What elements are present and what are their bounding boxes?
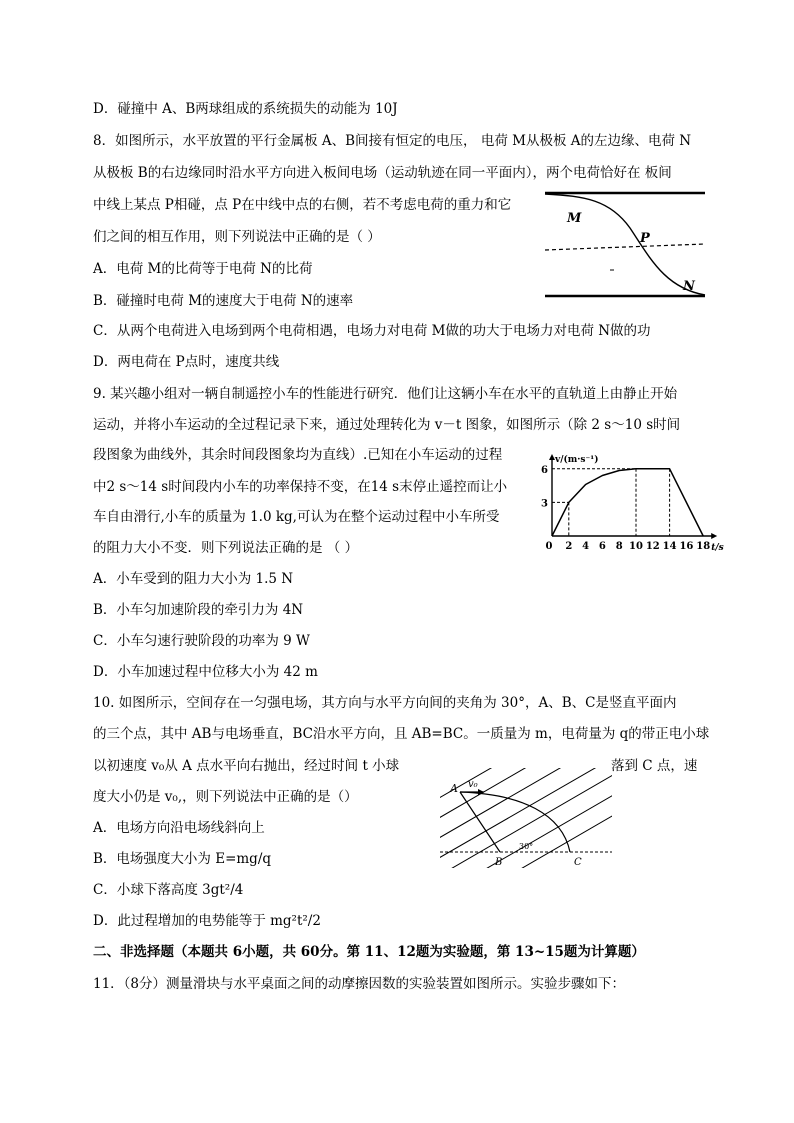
q9-option-d: D．小车加速过程中位移大小为 42 m: [93, 664, 318, 680]
q11-stem: 11．（8分）测量滑块与水平桌面之间的动摩擦因数的实验装置如图所示。实验步骤如下：: [93, 976, 626, 992]
q9-option-c: C．小车匀速行驶阶段的功率为 9 W: [93, 633, 310, 649]
x-tick-label: 2: [565, 541, 573, 552]
q9-stem-5: 车自由滑行,小车的质量为 1.0 kg,可认为在整个运动过程中小车所受: [93, 509, 500, 525]
q9-option-a: A．小车受到的阻力大小为 1.5 N: [93, 571, 294, 587]
x-tick-label: 4: [582, 541, 590, 552]
field-lines: [432, 764, 622, 872]
q9-stem-6: 的阻力大小不变．则下列说法正确的是 （ ）: [93, 540, 359, 556]
q7-option-d: D．碰撞中 A、B两球组成的系统损失的动能为 10J: [93, 101, 398, 117]
center-line: [545, 244, 705, 250]
x-tick-label: 18: [696, 541, 711, 552]
x-axis-arrow: [711, 533, 717, 539]
q9-stem-3: 段图象为曲线外，其余时间段图象均为直线）.已知在小车运动的过程: [93, 447, 503, 463]
section-heading: 二、非选择题（本题共 6小题，共 60分。第 11、12题为实验题，第 13~15题为计算题）: [93, 944, 645, 960]
q9-option-b: B．小车匀加速阶段的牵引力为 4N: [93, 602, 304, 618]
label-p: P: [640, 231, 650, 246]
q10-option-d: D．此过程增加的电势能等于 mg²t²/2: [93, 913, 321, 929]
q8-stem-3: 中线上某点 P相碰，点 P在中线中点的右侧，若不考虑电荷的重力和它: [93, 197, 512, 213]
x-tick-label: 8: [615, 541, 623, 552]
x-tick-label: 12: [645, 541, 660, 552]
label-a: A: [450, 782, 458, 795]
q10-option-b: B．电场强度大小为 E=mg/q: [93, 851, 272, 867]
q10-option-a: A．电场方向沿电场线斜向上: [93, 820, 265, 836]
q9-vt-chart: [535, 450, 760, 555]
q10-figure: [432, 764, 622, 872]
q10-stem-1: 10. 如图所示，空间存在一匀强电场，其方向与水平方向间的夹角为 30°，A、B、C是竖直平面内: [93, 695, 677, 711]
q8-option-a: A．电荷 M的比荷等于电荷 N的比荷: [93, 261, 313, 277]
field-line-1: [432, 764, 498, 802]
q8-figure: [540, 188, 710, 303]
q8-stem-4: 们之间的相互作用，则下列说法中正确的是（ ）: [93, 229, 381, 245]
label-b: B: [495, 857, 503, 868]
x-tick-label: 14: [662, 541, 677, 552]
chart-layer: [541, 454, 724, 553]
field-line-3: [432, 764, 567, 842]
q10-stem-2: 的三个点，其中 AB与电场垂直，BC沿水平方向，且 AB=BC。一质量为 m，电荷量为 q的带正电小球: [93, 726, 710, 742]
q9-stem-4: 中2 s～14 s时间段内小车的功率保持不变，在14 s末停止遥控而让小: [93, 479, 508, 495]
q10-stem-3b: 落到 C 点，速: [611, 758, 698, 774]
series-line: [552, 469, 703, 536]
y-axis-label: v/(m·s⁻¹): [555, 455, 599, 465]
origin-label: 0: [545, 541, 553, 552]
x-axis-label: t/s: [711, 543, 724, 553]
q8-stem-1: 8．如图所示，水平放置的平行金属板 A、B间接有恒定的电压， 电荷 M从极板 A的左边缘、电荷 N: [93, 133, 692, 149]
x-tick-label: 10: [629, 541, 643, 552]
y-tick-label: 3: [541, 498, 548, 510]
q8-stem-2: 从极板 B的右边缘同时沿水平方向进入板间电场（运动轨迹在同一平面内），两个电荷恰好在 板间: [93, 165, 672, 181]
q10-stem-3a: 以初速度 v₀从 A 点水平向右抛出，经过时间 t 小球: [93, 758, 400, 774]
q10-option-c: C．小球下落高度 3gt²/4: [93, 882, 244, 898]
y-tick-label: 6: [541, 464, 548, 476]
q8-option-c: C．从两个电荷进入电场到两个电荷相遇，电场力对电荷 M做的功大于电场力对电荷 N做的功: [93, 323, 651, 339]
projectile-path: [460, 792, 570, 852]
q9-stem-1: 9. 某兴趣小组对一辆自制遥控小车的性能进行研究．他们让这辆小车在水平的直轨道上由静止开始: [93, 386, 678, 402]
q10-stem-4: 度大小仍是 v₀,，则下列说法中正确的是（）: [93, 789, 358, 805]
field-line-7: [512, 764, 622, 872]
x-tick-label: 6: [598, 541, 606, 552]
q8-option-d: D．两电荷在 P点时，速度共线: [93, 354, 280, 370]
label-m: M: [567, 211, 582, 226]
q8-option-b: B．碰撞时电荷 M的速度大于电荷 N的速率: [93, 293, 354, 309]
label-c: C: [574, 857, 582, 868]
q9-stem-2: 运动，并将小车运动的全过程记录下来，通过处理转化为 v－t 图象，如图所示（除 2 s～10 s时间: [93, 417, 681, 433]
label-angle: 30°: [519, 842, 534, 851]
label-n: N: [683, 279, 695, 294]
label-v0: v₀: [468, 779, 478, 790]
x-tick-label: 16: [679, 541, 694, 552]
field-line-4: [432, 764, 602, 862]
